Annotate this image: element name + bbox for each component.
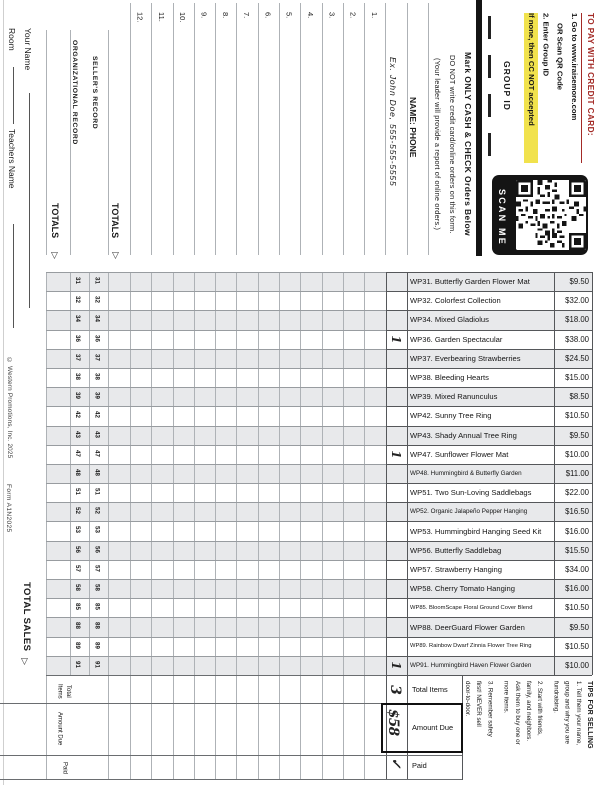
tally-code: 38 <box>74 372 81 380</box>
grid-line <box>428 3 429 255</box>
product-price: $10.50 <box>565 603 589 613</box>
tally-code: 52 <box>74 507 81 515</box>
amount-due-box <box>381 703 463 753</box>
grid-line <box>70 272 71 675</box>
tally-code: 39 <box>74 392 81 400</box>
tally-code: 42 <box>93 411 101 419</box>
product-price: $15.50 <box>565 545 589 555</box>
column-number: 2. <box>348 12 358 19</box>
tally-code: 37 <box>93 353 101 361</box>
grid-line <box>46 675 386 676</box>
grid-line <box>46 426 386 427</box>
tally-code: 58 <box>74 584 81 591</box>
tips-line: family, and neighbors. <box>524 681 532 742</box>
grid-line <box>46 483 386 484</box>
grid-line <box>46 368 386 369</box>
qty-mark: 1 <box>388 450 403 459</box>
column-number: 4. <box>305 12 315 19</box>
product-price: $32.00 <box>565 296 589 306</box>
column-number: 11. <box>156 12 166 22</box>
grid-line <box>46 349 386 350</box>
product-price: $10.50 <box>565 641 589 651</box>
product-price: $10.00 <box>565 660 589 670</box>
amount-due-value: $58 <box>385 709 401 736</box>
credit-card-step2: 2. Enter Group ID <box>541 13 551 77</box>
product-name: WP57. Strawberry Hanging <box>410 564 503 574</box>
total-sales-label: TOTAL SALES <box>21 582 32 652</box>
tips-line: more items. <box>502 681 510 714</box>
tips-line: door-to-door. <box>463 681 471 717</box>
cash-notice-line1: Mark ONLY CASH & CHECK Orders Below <box>463 51 473 237</box>
grid-line <box>0 779 462 780</box>
column-number: 5. <box>284 12 294 19</box>
qty-mark: 1 <box>388 335 403 344</box>
product-price: $9.50 <box>569 277 589 287</box>
tally-code: 56 <box>93 545 101 553</box>
product-price: $38.00 <box>565 334 589 344</box>
tally-code: 85 <box>93 603 101 611</box>
grid-line <box>46 656 386 657</box>
product-name: WP36. Garden Spectacular <box>410 334 503 344</box>
grid-line <box>322 3 323 255</box>
teachers-name-label: Teachers Name <box>7 129 17 189</box>
column-number: 1. <box>369 12 379 19</box>
grid-line <box>46 598 386 599</box>
tally-code: 88 <box>74 622 81 630</box>
grid-line <box>173 3 174 255</box>
tally-code: 85 <box>74 603 81 611</box>
grid-line <box>130 3 131 255</box>
tally-code: 52 <box>93 507 101 515</box>
totals-seller-arrow-icon: ▽ <box>112 250 119 260</box>
tips-title: TIPS FOR SELLING <box>586 681 593 749</box>
tally-code: 53 <box>74 526 81 534</box>
product-name: WP88. DeerGuard Flower Garden <box>410 622 525 632</box>
totals-org-arrow-icon: ▽ <box>51 250 58 260</box>
scan-me-label: SCAN ME <box>497 189 507 246</box>
product-name: WP38. Bleeding Hearts <box>410 373 489 383</box>
tally-code: 89 <box>74 641 81 649</box>
credit-card-title: TO PAY WITH CREDIT CARD: <box>581 13 598 163</box>
grid-line <box>46 464 386 465</box>
grid-line <box>364 3 365 255</box>
grid-line <box>279 3 280 255</box>
grid-line <box>46 406 386 407</box>
grid-line <box>46 637 386 638</box>
grid-line <box>46 310 386 311</box>
grid-line <box>46 560 386 561</box>
credit-card-step1b: OR Scan QR Code <box>555 23 565 91</box>
grid-line <box>46 272 386 273</box>
grid-line <box>236 3 237 255</box>
tips-line: 3. Remember safety <box>486 681 494 737</box>
product-name: WP53. Hummingbird Hanging Seed Kit <box>410 526 542 536</box>
product-name: WP39. Mixed Ranunculus <box>410 392 498 402</box>
group-id-label: GROUP ID <box>502 61 512 111</box>
tally-code: 42 <box>74 411 81 419</box>
grid-line <box>46 387 386 388</box>
tally-code: 36 <box>74 334 81 342</box>
product-price: $22.00 <box>565 488 589 498</box>
tips-line: fundraising. <box>552 681 560 713</box>
tally-code: 43 <box>74 430 81 438</box>
tally-code: 47 <box>74 449 81 457</box>
name-phone-header: NAME: PHONE <box>408 97 418 158</box>
grid-line <box>46 579 386 580</box>
product-name: WP58. Cherry Tomato Hanging <box>410 584 515 594</box>
tally-code: 38 <box>93 372 101 380</box>
product-name: WP32. Colorfest Collection <box>410 296 501 306</box>
tally-code: 36 <box>93 334 101 342</box>
tally-code: 57 <box>93 564 101 572</box>
product-name: WP31. Butterfly Garden Flower Mat <box>410 277 530 287</box>
grid-line <box>108 30 109 255</box>
paid-label: Paid <box>412 761 427 770</box>
tally-code: 34 <box>74 315 81 323</box>
tally-code: 31 <box>93 277 101 284</box>
tally-code: 58 <box>93 584 101 591</box>
tally-code: 91 <box>93 660 101 668</box>
grid-line <box>46 30 47 255</box>
tips-for-selling <box>462 681 595 783</box>
product-price: $11.00 <box>565 468 589 478</box>
grid-line <box>89 272 90 675</box>
product-name: WP85. BloomScape Floral Ground Cover Blend <box>410 604 533 611</box>
cash-notice-line3: (Your leader will provide a report of online orders.) <box>433 57 442 231</box>
tally-code: 34 <box>93 315 101 323</box>
grid-line <box>70 30 71 255</box>
total-items-value: 3 <box>387 685 403 695</box>
tips-line: first! NEVER sell <box>475 681 483 727</box>
paid-label-rotated: Paid <box>61 761 68 774</box>
grid-line <box>151 3 152 255</box>
grid-line <box>258 3 259 255</box>
tips-line: Ask them to buy one or <box>513 681 521 745</box>
amount-due-label: Amount Due <box>412 723 454 732</box>
grid-line <box>46 521 386 522</box>
product-price: $10.00 <box>565 449 589 459</box>
product-price: $9.50 <box>569 430 589 440</box>
product-name: WP47. Sunflower Flower Mat <box>410 449 509 459</box>
tips-line: 2. Start with friends, <box>536 681 544 736</box>
tally-code: 32 <box>74 296 81 304</box>
product-price: $15.00 <box>565 373 589 383</box>
grid-line <box>46 291 386 292</box>
product-name: WP42. Sunny Tree Ring <box>410 411 492 421</box>
grid-line <box>300 3 301 255</box>
room-label: Room <box>7 28 17 51</box>
credit-card-step1: 1. Go to www.iraisemore.com <box>569 13 579 121</box>
product-name: WP48. Hummingbird & Butterfly Garden <box>410 469 522 477</box>
total-items-label-rotated: Total Items <box>56 683 71 699</box>
total-sales-arrow-icon: ▽ <box>21 656 28 666</box>
tally-code: 57 <box>74 564 81 572</box>
grid-line <box>46 330 386 331</box>
product-price: $16.50 <box>565 507 589 517</box>
product-name: WP43. Shady Annual Tree Ring <box>410 430 517 440</box>
product-name: WP34. Mixed Gladiolus <box>410 315 489 325</box>
grid-line <box>194 3 195 255</box>
column-number: 8. <box>220 12 230 19</box>
tally-code: 53 <box>93 526 101 534</box>
tally-code: 91 <box>74 660 81 668</box>
tips-line: group and why you are <box>563 681 571 744</box>
organizational-record-label: ORGANIZATIONAL RECORD <box>71 40 78 145</box>
product-name: WP56. Butterfly Saddlebag <box>410 545 502 555</box>
tally-code: 43 <box>93 430 101 438</box>
grid-line <box>46 541 386 542</box>
totals-org-label: TOTALS <box>50 203 60 239</box>
paid-checkmark: ✓ <box>388 757 403 769</box>
total-items-label: Total Items <box>412 685 448 694</box>
your-name-label: Your Name <box>23 28 33 71</box>
product-name: WP91. Hummingbird Haven Flower Garden <box>410 661 532 669</box>
column-number: 9. <box>199 12 209 19</box>
cash-notice-line2: DO NOT write credit card/online orders on this form. <box>448 54 457 234</box>
product-name: WP51. Two Sun-Loving Saddlebags <box>410 488 532 498</box>
column-number: 7. <box>242 12 252 19</box>
product-price: $16.00 <box>565 584 589 594</box>
tally-code: 39 <box>93 392 101 400</box>
product-name: WP52. Organic Jalapeño Pepper Hanging <box>410 508 528 516</box>
qty-mark: 1 <box>388 661 403 670</box>
grid-line <box>215 3 216 255</box>
form-number: Form A1N2025 <box>5 484 12 533</box>
amount-due-label-rotated: Amount Due <box>56 712 63 746</box>
grid-line <box>554 272 555 675</box>
tally-code: 48 <box>93 468 101 476</box>
grid-line <box>592 272 593 675</box>
example-entry: Ex. John Doe, 555-555-5555 <box>388 57 398 187</box>
product-price: $24.50 <box>565 353 589 363</box>
grid-line <box>46 617 386 618</box>
tally-code: 48 <box>74 468 81 476</box>
tally-code: 37 <box>74 353 81 361</box>
product-name: WP89. Rainbow Dwarf Zinnia Flower Tree Ring <box>410 643 532 650</box>
column-number: 10. <box>178 12 188 23</box>
column-number: 6. <box>263 12 273 19</box>
product-price: $34.00 <box>565 564 589 574</box>
grid-line <box>386 675 593 676</box>
product-price: $10.50 <box>565 411 589 421</box>
copyright-text: © Western Promotions, Inc. 2025 <box>6 357 13 459</box>
column-number: 12. <box>135 12 145 23</box>
tally-code: 88 <box>93 622 101 630</box>
product-price: $8.50 <box>569 392 589 402</box>
totals-seller-label: TOTALS <box>110 203 120 239</box>
credit-card-warning: If none, then CC NOT accepted <box>524 13 538 163</box>
tips-line: 1. Tell them your name, <box>574 681 582 746</box>
tally-code: 32 <box>93 296 101 304</box>
grid-line <box>385 3 386 255</box>
grid-line <box>46 502 386 503</box>
product-price: $16.00 <box>565 526 589 536</box>
product-name: WP37. Everbearing Strawberries <box>410 353 521 363</box>
product-price: $18.00 <box>565 315 589 325</box>
sellers-record-label: SELLER'S RECORD <box>91 56 98 130</box>
tally-code: 89 <box>93 641 101 649</box>
grid-line <box>407 3 408 255</box>
column-number: 3. <box>327 12 337 19</box>
tally-code: 51 <box>74 488 81 495</box>
tally-code: 47 <box>93 449 101 457</box>
tally-code: 56 <box>74 545 81 553</box>
grid-line <box>46 445 386 446</box>
tally-code: 51 <box>93 488 101 495</box>
tally-code: 31 <box>74 277 81 284</box>
grid-line <box>343 3 344 255</box>
product-price: $9.50 <box>569 622 589 632</box>
